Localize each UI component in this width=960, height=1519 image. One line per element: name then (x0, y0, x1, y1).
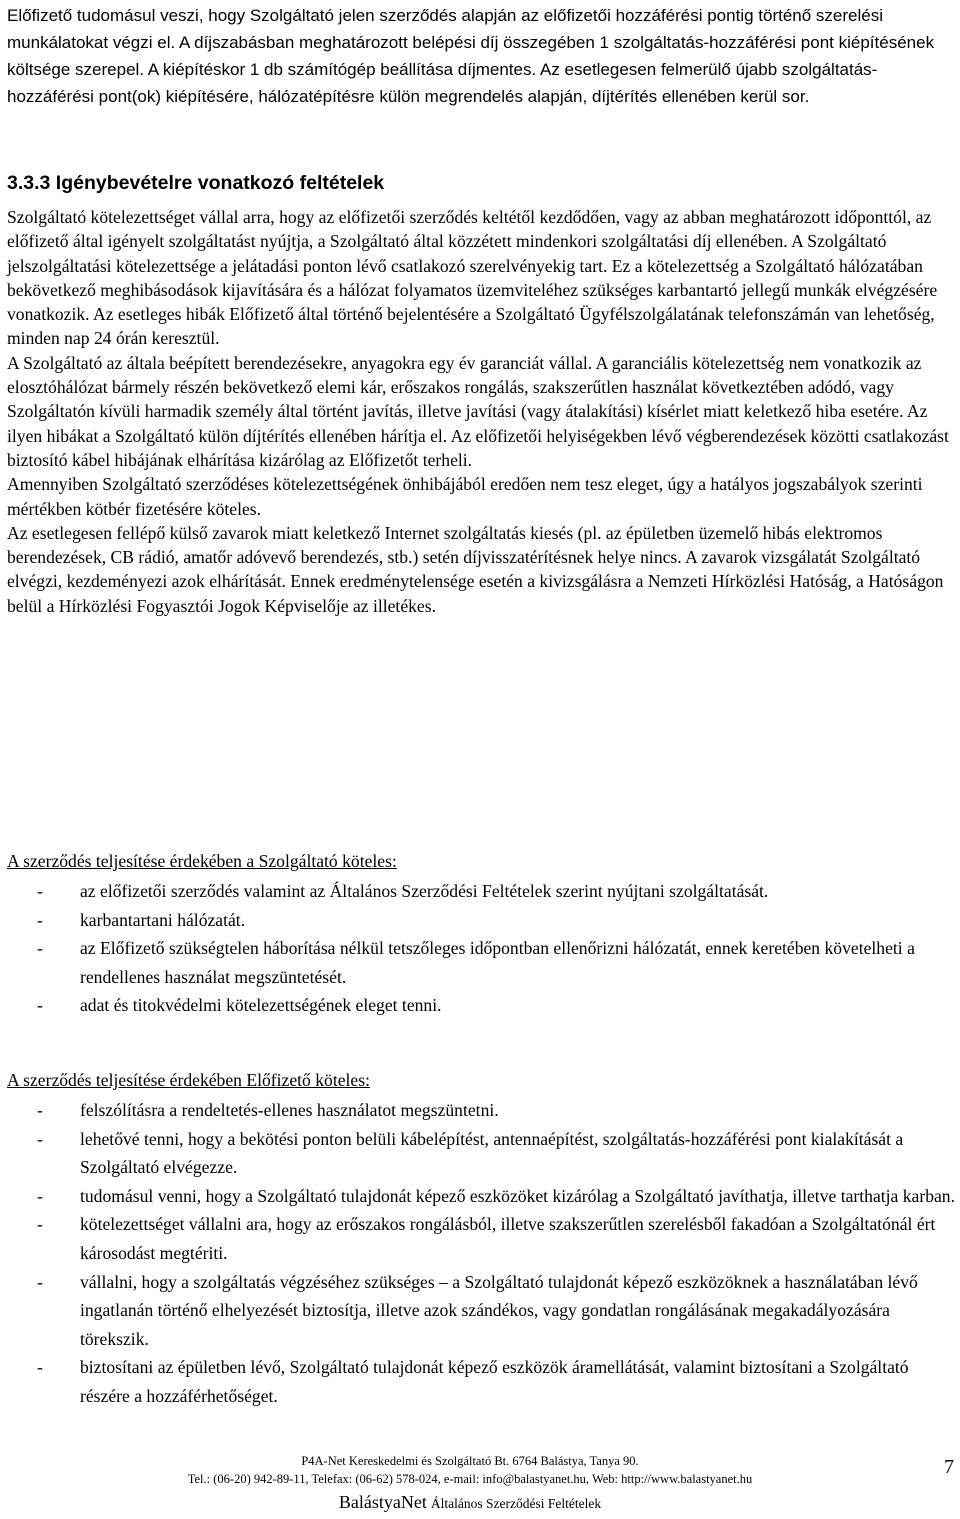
intro-section (7, 2, 957, 110)
list-item-text: adat és titokvédelmi kötelezettségének eleget tenni. (80, 995, 442, 1016)
list-dash: - (37, 938, 43, 959)
subscriber-obligations-title: A szerződés teljesítése érdekében Előfizető köteles: (7, 1070, 370, 1090)
list-dash: - (37, 909, 43, 930)
list-item-text: biztosítani az épületben lévő, Szolgáltató tulajdonát képező eszközök áramellátását, valamint biztosítani a Szolgáltató részére a hozzáférhetőséget. (80, 1357, 909, 1406)
list-item (7, 1353, 959, 1410)
list-item (7, 877, 959, 906)
list-item (7, 1182, 959, 1211)
list-dash: - (37, 1185, 43, 1206)
intro-paragraph: Előfizető tudomásul veszi, hogy Szolgáltató jelen szerződés alapján az előfizetői hozzáférési pontig történő szerelési munkálatokat végzi el. A díjszabásban meghatározott belépési díj összegében 1 szolgáltatás-hozzáférési pont kiépítésének költsége szerepel. A kiépítéskor 1 db számítógép beállítása díjmentes. Az esetlegesen felmerülő újabb szolgáltatás-hozzáférési pont(ok) kiépítésére, hálózatépítésre külön megrendelés alapján, díjtérítés ellenében kerül sor. (7, 6, 935, 106)
footer-company-address: P4A-Net Kereskedelmi és Szolgáltató Bt. 6764 Balástya, Tanya 90. (301, 1454, 639, 1468)
list-dash: - (37, 1214, 43, 1235)
list-item-text: kötelezettséget vállalni ara, hogy az erőszakos rongálásból, illetve szakszerűtlen szerelésből fakadóan a Szolgáltatónál ért károsodást megtériti. (80, 1214, 936, 1263)
list-item (7, 1125, 959, 1182)
provider-obligations-list (7, 877, 959, 1020)
list-item (7, 906, 959, 935)
list-item-text: karbantartani hálózatát. (80, 909, 246, 930)
list-item (7, 1210, 959, 1267)
list-item-text: lehetővé tenni, hogy a bekötési ponton belüli kábelépítést, antennaépítést, szolgáltatás-hozzáférési pont kialakítását a Szolgáltató elvégezze. (80, 1128, 904, 1178)
list-dash: - (37, 995, 43, 1016)
body-paragraph: Amennyiben Szolgáltató szerződéses kötelezettségének önhibájából eredően nem tesz eleget, úgy a hatályos jogszabályok szerinti mértékben kötbér fizetésére köteles. (7, 474, 923, 519)
list-dash: - (37, 1100, 43, 1120)
body-paragraph: A Szolgáltató az általa beépített berendezésekre, anyagokra egy év garanciát vállal. A garanciális kötelezettség nem vonatkozik az elosztóhálózat bármely részén bekövetkező elemi kár, erőszakos rongálás, szakszerűtlen használat következtében adódó, vagy Szolgáltatón kívüli harmadik személy által történt javítás, illetve javítási (vagy átalakítási) kísérlet miatt keletkező hiba esetére. Az ilyen hibákat a Szolgáltató külön díjtérítés ellenében hárítja el. Az előfizetői helyiségekben lévő végberendezések közötti csatlakozást biztosító kábel hibájának elhárítása kizárólag az Előfizetőt terheli. (7, 352, 949, 470)
list-item-text: az Előfizető szükségtelen háborítása nélkül tetszőleges időpontban ellenőrizni hálózatát, ennek keretében követelheti a rendellenes használat megszüntetését. (80, 938, 915, 987)
list-item-text: felszólításra a rendeltetés-ellenes használatot megszüntetni. (80, 1100, 499, 1120)
list-item (7, 1096, 959, 1125)
page-number: 7 (944, 1456, 954, 1478)
footer-contact-line: Tel.: (06-20) 942-89-11, Telefax: (06-62) 578-024, e-mail: info@balastyanet.hu, Web: http://www.balastyanet.hu (187, 1472, 753, 1486)
list-item (7, 1268, 959, 1354)
list-dash: - (37, 1128, 43, 1149)
list-dash: - (37, 881, 43, 901)
footer-document-title (0, 1490, 940, 1516)
list-dash: - (37, 1271, 43, 1292)
list-dash: - (37, 1357, 43, 1378)
body-paragraph: Szolgáltató kötelezettséget vállal arra, hogy az előfizetői szerződés keltétől kezdődően, vagy az abban meghatározott időponttól, az előfizető által igényelt szolgáltatást nyújtja, a Szolgáltató által közzétett mindenkori szolgáltatási díj ellenében. A Szolgáltató jelszolgáltatási kötelezettsége a jelátadási ponton lévő csatlakozó szerelvényekig tart. Ez a kötelezettség a Szolgáltató hálózatában bekövetkező meghibásodások kijavítására és a hálózat folyamatos üzemviteléhez szükséges karbantartó jellegű munkák elvégzésére vonatkozik. Az esetleges hibák Előfizető által történő bejelentésére a Szolgáltató Ügyfélszolgálatának telefonszámán van lehetőség, minden nap 24 órán keresztül. (7, 207, 938, 349)
section-heading: 3.3.3 Igénybevételre vonatkozó feltételek (7, 172, 385, 194)
list-item-text: az előfizetői szerződés valamint az Általános Szerződési Feltételek szerint nyújtani szolgáltatását. (80, 881, 769, 901)
subscriber-obligations-list (7, 1096, 959, 1411)
footer-brand: BalástyaNet (338, 1492, 427, 1512)
main-body (7, 205, 959, 618)
body-paragraph: Az esetlegesen fellépő külső zavarok miatt keletkező Internet szolgáltatás kiesés (pl. az épületben üzemelő hibás elektromos berendezések, CB rádió, amatőr adóvevő berendezés, stb.) setén díjvisszatérítésnek helye nincs. A zavarok vizsgálatát Szolgáltató elvégzi, kezdeményezi azok elhárítását. Ennek eredménytelensége esetén a kivizsgálásra a Nemzeti Hírközlési Hatóság, a Hatóságon belül a Hírközlési Fogyasztói Jogok Képviselője az illetékes. (7, 522, 944, 616)
list-item-text: vállalni, hogy a szolgáltatás végzéséhez szükséges – a Szolgáltató tulajdonát képező eszközöknek a használatában lévő ingatlanán történő elhelyezését biztosítja, illetve azok szándékos, vagy gondatlan rongálásának megakadályozására törekszik. (80, 1271, 918, 1349)
list-item (7, 991, 959, 1020)
footer-doc-title: Általános Szerződési Feltételek (430, 1496, 602, 1511)
provider-obligations-title: A szerződés teljesítése érdekében a Szolgáltató köteles: (7, 851, 397, 871)
list-item (7, 934, 959, 991)
list-item-text: tudomásul venni, hogy a Szolgáltató tulajdonát képező eszközöket kizárólag a Szolgáltató javíthatja, illetve tarthatja karban. (80, 1185, 955, 1206)
